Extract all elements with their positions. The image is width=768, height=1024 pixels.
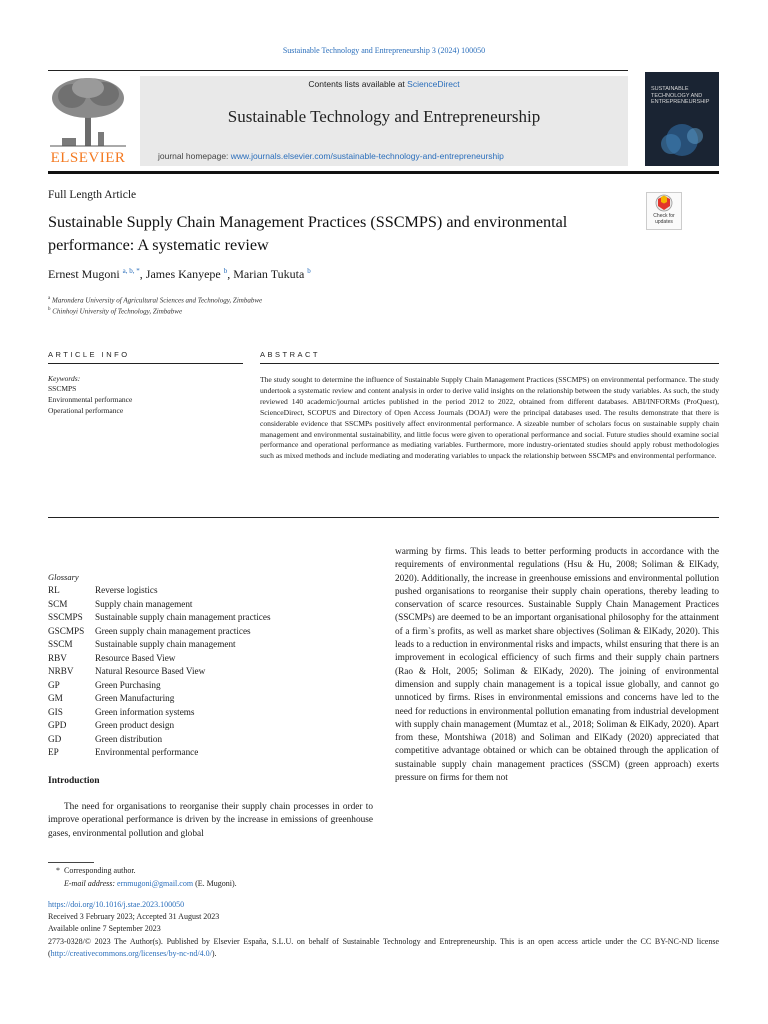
- glossary-definition: Resource Based View: [95, 653, 176, 663]
- journal-cover-thumbnail: [645, 72, 719, 166]
- author-separator: ,: [139, 267, 146, 281]
- available-online-date: Available online 7 September 2023: [48, 924, 161, 933]
- cover-title: SUSTAINABLE TECHNOLOGY AND ENTREPRENEURSHIP: [651, 86, 710, 105]
- header-top-rule: [48, 70, 628, 71]
- contents-lists: [140, 79, 628, 89]
- elsevier-wordmark: ELSEVIER: [50, 150, 126, 166]
- glossary-definition: Sustainable supply chain management practices: [95, 612, 271, 622]
- author-affiliation-marks[interactable]: b: [307, 267, 311, 275]
- journal-title: Sustainable Technology and Entrepreneurship: [227, 107, 541, 126]
- glossary-abbr: GP: [48, 680, 60, 690]
- corresponding-author-note: [56, 866, 136, 875]
- glossary-abbr: RL: [48, 585, 60, 595]
- email-suffix: (E. Mugoni).: [193, 879, 237, 888]
- check-for-updates-label: Check for updates: [653, 213, 675, 225]
- email-label: E-mail address:: [64, 879, 118, 888]
- glossary-abbr: NRBV: [48, 666, 74, 676]
- author-name[interactable]: Marian Tukuta: [233, 267, 305, 281]
- abstract-text: The study sought to determine the influence of Sustainable Supply Chain Management Practices (SSCMPS) on environmental performance. The study undertook a systematic review and content analysis in order to derive valid insights on the relationship between the study variables. As such, the study reviewed 140 academic/journal articles published in the period 2012 to 2022, obtained from different databases. ABI/INFORMs (ProQuest), ScienceDirect, SCOPUS and Directory of Open Access Journals (DOAJ) were the principal databases used. The results demonstrate that there is considerable evidence that SSCMPs positively affect environmental performance. A sizeable number of scholars focus on sustainable supply chain management and environmental sustainability, and little focus were given to operational performance and social. Future studies should examine social performance and operational performance as mediating variables. Furthermore, more industry-orientated studies should apply robust methodologies such as mixed methods and include mediating and moderating variables to unpack the relationship between SSCMPs and environmental performance.: [260, 375, 719, 461]
- glossary-definition: Green distribution: [95, 734, 163, 744]
- glossary-abbr: SSCM: [48, 639, 73, 649]
- glossary-definition: Green Manufacturing: [95, 693, 175, 703]
- keyword: Environmental performance: [48, 395, 133, 404]
- glossary-abbr: GIS: [48, 707, 63, 717]
- affiliation: [48, 296, 262, 304]
- received-dates: Received 3 February 2023; Accepted 31 August 2023: [48, 912, 220, 921]
- glossary-definition: Green supply chain management practices: [95, 626, 251, 636]
- glossary-definition: Green information systems: [95, 707, 195, 717]
- affiliation: [48, 307, 182, 315]
- corresponding-label: Corresponding author.: [64, 866, 136, 875]
- corresponding-mark: *: [56, 866, 60, 875]
- keywords-label: Keywords:: [48, 374, 81, 383]
- glossary-abbr: EP: [48, 747, 59, 757]
- email-link[interactable]: ernmugoni@gmail.com: [117, 879, 194, 888]
- glossary-abbr: GPD: [48, 720, 67, 730]
- header-bottom-rule: [48, 171, 719, 174]
- license-close: ).: [211, 949, 217, 958]
- author-affiliation-marks[interactable]: a, b, *: [122, 267, 140, 275]
- glossary-abbr: SSCMPS: [48, 612, 83, 622]
- doi-link[interactable]: https://doi.org/10.1016/j.stae.2023.100050: [48, 900, 185, 909]
- introduction-paragraph: The need for organisations to reorganise their supply chain processes in order to improve operational performance is driven by the increase in emissions of greenhouse gases, environmental pollution and global: [48, 802, 373, 839]
- abstract-rule: [260, 363, 719, 364]
- body-text-right-column: warming by firms. This leads to better performing products in accordance with the requirements of environmental regulations (Hsu & Hu, 2008; Soliman & ElKady, 2020). Additionally, the increase in greenhouse emissions and environmental pollution pushed organisations to reorganise their supply chain operations, thereby leading to conservation of scarce resources. Sustainable Supply Chain Management Practices (SSCMPs) are deemed to be an important organisational philosophy for the attainment of a firm`s profits, as well as market share objectives (Soliman & ElKady, 2020). This leads to a reduction in environmental risks and impacts, whilst ensuring that there is an improvement in ecological efficiency of such firms and their supply chain partners (Rao & Holt, 2005; Soliman & ElKady, 2020). The joining of environmental dimension and supply chain management is a topical issue globally, and cannot go unnoticed by firms. Rises in environmental emissions and concerns have led to the need for reductions in environmental pollution emanating from industrial development with supply chain management (Mumtaz et al., 2018; Soliman & ElKady, 2020). Apart from these, Montshiwa (2018) and Soliman and ElKady (2020) appreciated that competitive advantage obtained or which can be obtained through the application of sustainable supply chain management practices (SSCM) (green approach) exerts pressure on firms for them not: [395, 547, 719, 784]
- crossmark-icon: [647, 193, 681, 213]
- glossary-label: Glossary: [48, 572, 79, 582]
- glossary-abbr: GM: [48, 693, 63, 703]
- check-for-updates-badge[interactable]: [646, 192, 682, 230]
- journal-reference[interactable]: Sustainable Technology and Entrepreneurship 3 (2024) 100050: [282, 46, 486, 55]
- journal-homepage: [158, 151, 628, 161]
- contents-prefix: Contents lists available at: [308, 79, 408, 89]
- affiliation-mark: b: [48, 307, 51, 312]
- homepage-prefix: journal homepage:: [158, 151, 231, 161]
- keyword: SSCMPS: [48, 384, 77, 393]
- introduction-heading: Introduction: [48, 776, 100, 786]
- affiliation-text: Chinhoyi University of Technology, Zimbabwe: [52, 307, 183, 316]
- license-text: 2773-0328/© 2023 The Author(s). Published by Elsevier España, S.L.U. on behalf of Sustainable Technology and Entrepreneurship. This is an open access article under the CC BY-NC-ND license (: [48, 937, 719, 958]
- author-affiliation-marks[interactable]: b: [223, 267, 228, 275]
- author-name[interactable]: James Kanyepe: [145, 267, 221, 281]
- affiliation-mark: a: [48, 296, 51, 301]
- email-note: [64, 879, 237, 888]
- glossary-definition: Supply chain management: [95, 599, 193, 609]
- glossary-definition: Green product design: [95, 720, 175, 730]
- keyword: Operational performance: [48, 406, 124, 415]
- author-name[interactable]: Ernest Mugoni: [48, 267, 120, 281]
- glossary-definition: Natural Resource Based View: [95, 666, 206, 676]
- homepage-link[interactable]: www.journals.elsevier.com/sustainable-technology-and-entrepreneurship: [230, 151, 504, 161]
- author-separator: ,: [227, 267, 234, 281]
- abstract-heading: ABSTRACT: [260, 350, 321, 359]
- affiliation-text: Marondera University of Agricultural Sciences and Technology, Zimbabwe: [51, 296, 263, 305]
- glossary-definition: Environmental performance: [95, 747, 199, 757]
- glossary-abbr: GD: [48, 734, 62, 744]
- glossary-abbr: SCM: [48, 599, 68, 609]
- glossary-definition: Reverse logistics: [95, 585, 158, 595]
- sciencedirect-link[interactable]: ScienceDirect: [407, 79, 460, 89]
- license-note: [48, 936, 719, 960]
- footnote-rule: [48, 862, 94, 863]
- glossary-abbr: RBV: [48, 653, 67, 663]
- glossary-abbr: GSCMPS: [48, 626, 85, 636]
- article-info-rule: [48, 363, 243, 364]
- glossary-definition: Green Purchasing: [95, 680, 161, 690]
- license-link[interactable]: http://creativecommons.org/licenses/by-nc-nd/4.0/: [50, 949, 212, 958]
- article-info-heading: ARTICLE INFO: [48, 350, 130, 359]
- author-list: [48, 267, 311, 282]
- doi-note: [48, 900, 184, 909]
- article-title: Sustainable Supply Chain Management Practices (SSCMPS) and environmental performance: A systematic review: [48, 213, 568, 254]
- glossary-definition: Sustainable supply chain management: [95, 639, 236, 649]
- article-type: Full Length Article: [48, 189, 137, 201]
- abstract-bottom-rule: [48, 517, 719, 518]
